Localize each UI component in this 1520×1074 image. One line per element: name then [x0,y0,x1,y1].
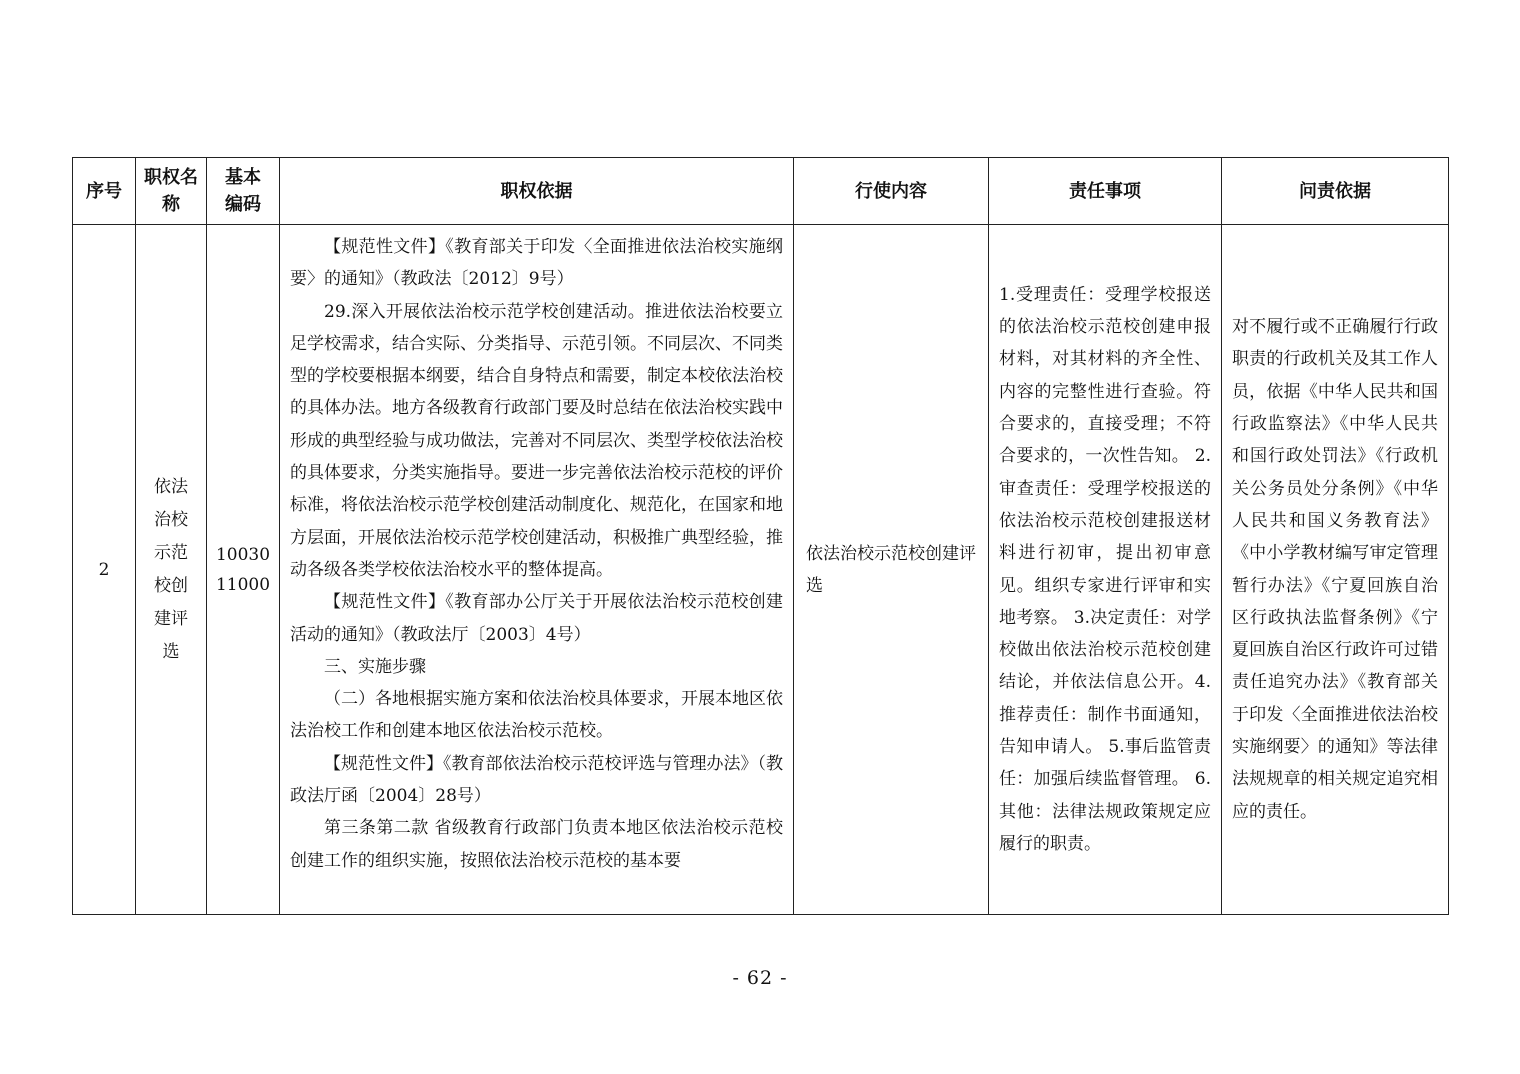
header-seq: 序号 [73,158,136,225]
cell-accountability: 对不履行或不正确履行行政职责的行政机关及其工作人员，依据《中华人民共和国行政监察法》《中华人民共和国行政处罚法》《行政机关公务员处分条例》《中华人民共和国义务教育法》《中小学教材编写审定管理暂行办法》《宁夏回族自治区行政执法监督条例》《宁夏回族自治区行政许可过错责任追究办法》《教育部关于印发〈全面推进依法治校实施纲要〉的通知》等法律法规规章的相关规定追究相应的责任。 [1222,225,1449,915]
basis-paragraph: 三、实施步骤 [324,656,426,677]
header-content: 行使内容 [794,158,989,225]
header-basis: 职权依据 [280,158,794,225]
header-code-text: 基本编码 [225,167,261,215]
cell-responsibility: 1.受理责任：受理学校报送的依法治校示范校创建申报材料，对其材料的齐全性、内容的完整性进行查验。符合要求的，直接受理；不符合要求的，一次性告知。 2.审查责任：受理学校报送的依法治校示范校创建报送材料进行初审，提出初审意见。组织专家进行评审和实地考察。 3.决定责任：对学校做出依法治校示范校创建结论，并依法信息公开。4.推荐责任：制作书面通知，告知申请人。 5.事后监管责任：加强后续监督管理。 6.其他：法律法规政策规定应履行的职责。 [989,225,1222,915]
header-responsibility: 责任事项 [989,158,1222,225]
authority-table [72,157,1449,915]
cell-name [136,225,207,915]
basis-paragraph: 【规范性文件】《教育部依法治校示范校评选与管理办法》（教政法厅函〔2004〕28号） [290,753,783,807]
header-accountability: 问责依据 [1222,158,1449,225]
header-name [136,158,207,225]
header-name-text: 职权名称 [144,167,198,215]
table-row [73,225,1449,915]
basis-paragraph: 第三条第二款 省级教育行政部门负责本地区依法治校示范校创建工作的组织实施，按照依法治校示范校的基本要 [290,818,783,871]
basis-paragraph: 29.深入开展依法治校示范学校创建活动。推进依法治校要立足学校需求，结合实际、分类指导、示范引领。不同层次、不同类型的学校要根据本纲要，结合自身特点和需要，制定本校依法治校的具体办法。地方各级教育行政部门要及时总结在依法治校实践中形成的典型经验与成功做法，完善对不同层次、类型学校依法治校的具体要求，分类实施指导。要进一步完善依法治校示范校的评价标准，将依法治校示范学校创建活动制度化、规范化，在国家和地方层面，开展依法治校示范学校创建活动，积极推广典型经验，推动各级各类学校依法治校水平的整体提高。 [290,301,783,580]
basis-paragraph: （二）各地根据实施方案和依法治校具体要求，开展本地区依法治校工作和创建本地区依法治校示范校。 [290,689,783,742]
code-line-1: 10030 [215,544,271,565]
cell-content: 依法治校示范校创建评选 [794,225,989,915]
basis-paragraph: 【规范性文件】《教育部办公厅关于开展依法治校示范校创建活动的通知》（教政法厅〔2003〕4号） [290,592,783,645]
cell-seq: 2 [73,225,136,915]
cell-name-text: 依法治校示范校创建评选 [154,476,188,662]
basis-paragraph: 【规范性文件】《教育部关于印发〈全面推进依法治校实施纲要〉的通知》（教政法〔2012〕9号） [290,237,783,290]
header-code [207,158,280,225]
table-header-row [73,158,1449,225]
cell-code [207,225,280,915]
page-number: - 62 - [732,967,788,989]
cell-basis [280,225,794,915]
code-line-2: 11000 [215,574,271,595]
